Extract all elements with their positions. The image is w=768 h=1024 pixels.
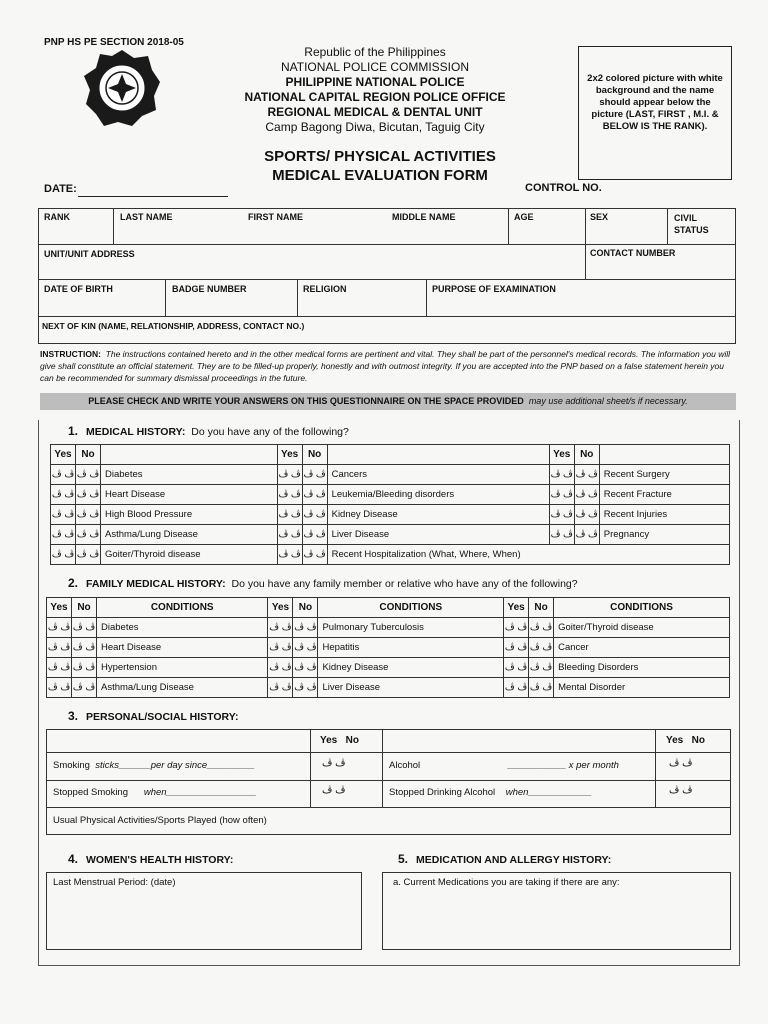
condition-label: Hepatitis <box>318 638 504 658</box>
no-column-header: No <box>574 445 599 465</box>
yes-column-header: Yes <box>277 445 302 465</box>
form-title-line-1: SPORTS/ PHYSICAL ACTIVITIES <box>264 148 496 165</box>
header-line-5: REGIONAL MEDICAL & DENTAL UNIT <box>267 105 483 119</box>
condition-label: Kidney Disease <box>327 505 549 525</box>
condition-label: Heart Disease <box>97 638 268 658</box>
checkbox[interactable]: ڤ ڤ <box>76 505 101 525</box>
checkbox[interactable]: ڤ ڤ <box>76 545 101 565</box>
civil-status-field[interactable]: CIVIL STATUS <box>674 213 709 235</box>
yes-column-header: Yes <box>549 445 574 465</box>
stopped-alcohol-check[interactable]: ڤ ڤ <box>669 785 693 796</box>
condition-column-header: CONDITIONS <box>97 598 268 618</box>
checkbox[interactable]: ڤ ڤ <box>293 618 318 638</box>
checkbox[interactable]: ڤ ڤ <box>529 678 554 698</box>
stopped-smoking-check[interactable]: ڤ ڤ <box>322 785 346 796</box>
condition-label: Diabetes <box>97 618 268 638</box>
condition-column-header <box>327 445 549 465</box>
current-medications-label: a. Current Medications you are taking if there are any: <box>393 877 620 888</box>
medication-title: 5. MEDICATION AND ALLERGY HISTORY: <box>398 852 612 866</box>
checkbox[interactable]: ڤ ڤ <box>277 465 302 485</box>
purpose-field[interactable]: PURPOSE OF EXAMINATION <box>432 284 556 294</box>
checkbox[interactable]: ڤ ڤ <box>47 658 72 678</box>
checkbox[interactable]: ڤ ڤ <box>574 485 599 505</box>
checkbox[interactable]: ڤ ڤ <box>277 505 302 525</box>
table-row <box>51 525 730 545</box>
checkbox[interactable]: ڤ ڤ <box>51 465 76 485</box>
checkbox[interactable]: ڤ ڤ <box>76 525 101 545</box>
checkbox[interactable]: ڤ ڤ <box>277 525 302 545</box>
checkbox[interactable]: ڤ ڤ <box>529 638 554 658</box>
checkbox[interactable]: ڤ ڤ <box>302 525 327 545</box>
condition-label: Asthma/Lung Disease <box>101 525 278 545</box>
condition-label: Mental Disorder <box>554 678 730 698</box>
alcohol-per-month: ___________ x per month <box>508 760 619 771</box>
personal-history-title: 3. PERSONAL/SOCIAL HISTORY: <box>68 709 239 723</box>
condition-label: Recent Injuries <box>599 505 729 525</box>
condition-column-header: CONDITIONS <box>554 598 730 618</box>
condition-label: Goiter/Thyroid disease <box>554 618 730 638</box>
condition-label: Hypertension <box>97 658 268 678</box>
checkbox[interactable]: ڤ ڤ <box>302 465 327 485</box>
agency-header <box>220 45 530 135</box>
condition-label: Leukemia/Bleeding disorders <box>327 485 549 505</box>
table-row <box>47 658 730 678</box>
header-line-4: NATIONAL CAPITAL REGION POLICE OFFICE <box>244 90 506 104</box>
condition-column-header <box>599 445 729 465</box>
smoking-check[interactable]: ڤ ڤ <box>322 758 346 769</box>
instruction-text: The instructions contained hereto and in the other medical forms are pertinent and vital. They shall be part of the personnel's medical records. The information you will give shall constitute an official statement. They are to be filled-up properly, honestly and with outmost integrity. If you are accepted into the PNP based on a false statement herein you can be recommended for summary dismissal proceedings in the future. <box>40 349 730 383</box>
next-of-kin-field[interactable] <box>42 321 304 331</box>
checkbox[interactable]: ڤ ڤ <box>268 678 293 698</box>
table-header-row <box>51 445 730 465</box>
checkbox[interactable]: ڤ ڤ <box>574 505 599 525</box>
medical-history-title: 1. MEDICAL HISTORY: Do you have any of the following? <box>68 424 349 438</box>
yes-no-header-2: Yes No <box>666 735 705 746</box>
control-number-label: CONTROL NO. <box>525 182 602 194</box>
table-header-row <box>47 598 730 618</box>
table-row <box>47 638 730 658</box>
last-menstrual-period-label: Last Menstrual Period: (date) <box>53 877 176 888</box>
table-row <box>51 505 730 525</box>
date-field[interactable] <box>78 196 228 197</box>
checkbox[interactable]: ڤ ڤ <box>51 525 76 545</box>
checkbox[interactable]: ڤ ڤ <box>293 638 318 658</box>
header-line-2: NATIONAL POLICE COMMISSION <box>280 60 470 74</box>
checkbox[interactable]: ڤ ڤ <box>504 618 529 638</box>
frame-left <box>38 420 39 966</box>
smoking-row: Smoking sticks______per day since_________ <box>53 760 255 771</box>
checkbox[interactable]: ڤ ڤ <box>51 485 76 505</box>
checkbox[interactable]: ڤ ڤ <box>529 618 554 638</box>
womens-health-title: 4. WOMEN'S HEALTH HISTORY: <box>68 852 234 866</box>
checkbox[interactable]: ڤ ڤ <box>302 505 327 525</box>
table-row <box>51 545 730 565</box>
age-field[interactable]: AGE <box>514 212 534 222</box>
checkbox[interactable]: ڤ ڤ <box>574 465 599 485</box>
table-row <box>51 485 730 505</box>
condition-label: Kidney Disease <box>318 658 504 678</box>
yes-column-header: Yes <box>268 598 293 618</box>
instruction <box>40 348 736 384</box>
checkbox[interactable]: ڤ ڤ <box>72 658 97 678</box>
rank-field[interactable]: RANK <box>44 212 70 222</box>
alcohol-label: Alcohol <box>389 760 421 771</box>
next-of-kin-detail: (NAME, RELATIONSHIP, ADDRESS, CONTACT NO.) <box>98 321 305 331</box>
condition-column-header: CONDITIONS <box>318 598 504 618</box>
family-history-title: 2. FAMILY MEDICAL HISTORY: Do you have any family member or relative who have any of the following? <box>68 576 578 590</box>
header-line-6: Camp Bagong Diwa, Bicutan, Taguig City <box>265 120 485 134</box>
date-of-birth-field[interactable]: DATE OF BIRTH <box>44 284 113 294</box>
checkbox[interactable]: ڤ ڤ <box>574 525 599 545</box>
no-column-header: No <box>302 445 327 465</box>
form-title <box>200 147 560 185</box>
condition-label: Recent Fracture <box>599 485 729 505</box>
table-row <box>47 618 730 638</box>
condition-label: Cancer <box>554 638 730 658</box>
condition-label: Cancers <box>327 465 549 485</box>
no-column-header: No <box>72 598 97 618</box>
next-of-kin-label: NEXT OF KIN <box>42 321 96 331</box>
section-code: PNP HS PE SECTION 2018-05 <box>44 37 184 48</box>
date-label: DATE: <box>44 183 77 195</box>
checkbox[interactable]: ڤ ڤ <box>277 545 302 565</box>
condition-label: Heart Disease <box>101 485 278 505</box>
condition-label: Pregnancy <box>599 525 729 545</box>
checkbox[interactable]: ڤ ڤ <box>47 618 72 638</box>
pnp-seal-logo <box>82 48 162 128</box>
unit-address-field[interactable]: UNIT/UNIT ADDRESS <box>44 249 135 259</box>
no-column-header: No <box>293 598 318 618</box>
table-row <box>47 678 730 698</box>
checkbox[interactable]: ڤ ڤ <box>302 485 327 505</box>
checkbox[interactable]: ڤ ڤ <box>549 505 574 525</box>
family-history-table <box>46 597 730 698</box>
no-column-header: No <box>76 445 101 465</box>
checkbox[interactable]: ڤ ڤ <box>293 658 318 678</box>
condition-label: Recent Hospitalization (What, Where, When) <box>327 545 729 565</box>
yes-no-header: Yes No <box>320 735 359 746</box>
banner-italic: may use additional sheet/s if necessary. <box>528 396 688 406</box>
checkbox[interactable]: ڤ ڤ <box>293 678 318 698</box>
frame-bottom <box>38 965 739 966</box>
frame-right <box>739 420 740 966</box>
photo-instruction: 2x2 colored picture with white background and the name should appear below the picture (LAST, FIRST , M.I. & BELOW IS THE RANK). <box>587 73 723 132</box>
checkbox[interactable]: ڤ ڤ <box>76 485 101 505</box>
stopped-smoking-row: Stopped Smoking when_________________ <box>53 787 257 798</box>
checkbox[interactable]: ڤ ڤ <box>47 678 72 698</box>
checkbox[interactable]: ڤ ڤ <box>504 638 529 658</box>
condition-label: Pulmonary Tuberculosis <box>318 618 504 638</box>
sex-field[interactable]: SEX <box>590 212 609 222</box>
middle-name-field[interactable]: MIDDLE NAME <box>392 212 456 222</box>
checkbox[interactable]: ڤ ڤ <box>51 545 76 565</box>
condition-label: Liver Disease <box>318 678 504 698</box>
checkbox[interactable]: ڤ ڤ <box>504 678 529 698</box>
yes-column-header: Yes <box>51 445 76 465</box>
form-title-line-2: MEDICAL EVALUATION FORM <box>272 167 488 184</box>
alcohol-check[interactable]: ڤ ڤ <box>669 758 693 769</box>
checkbox[interactable]: ڤ ڤ <box>51 505 76 525</box>
checkbox[interactable]: ڤ ڤ <box>268 618 293 638</box>
condition-column-header <box>101 445 278 465</box>
checkbox[interactable]: ڤ ڤ <box>268 638 293 658</box>
first-name-field[interactable]: FIRST NAME <box>248 212 303 222</box>
checkbox[interactable]: ڤ ڤ <box>268 658 293 678</box>
checkbox[interactable]: ڤ ڤ <box>504 658 529 678</box>
checkbox[interactable]: ڤ ڤ <box>47 638 72 658</box>
physical-activities-field[interactable]: Usual Physical Activities/Sports Played (how often) <box>53 815 267 826</box>
condition-label: Recent Surgery <box>599 465 729 485</box>
table-row <box>51 465 730 485</box>
condition-label: Asthma/Lung Disease <box>97 678 268 698</box>
header-line-1: Republic of the Philippines <box>304 45 446 59</box>
instruction-label: INSTRUCTION: <box>40 349 101 359</box>
checkbox[interactable]: ڤ ڤ <box>72 678 97 698</box>
condition-label: Goiter/Thyroid disease <box>101 545 278 565</box>
yes-column-header: Yes <box>47 598 72 618</box>
checkbox[interactable]: ڤ ڤ <box>277 485 302 505</box>
answer-banner <box>40 393 736 410</box>
badge-number-field[interactable]: BADGE NUMBER <box>172 284 247 294</box>
checkbox[interactable]: ڤ ڤ <box>72 618 97 638</box>
checkbox[interactable]: ڤ ڤ <box>72 638 97 658</box>
stopped-alcohol-row: Stopped Drinking Alcohol when____________ <box>389 787 592 798</box>
last-name-field[interactable]: LAST NAME <box>120 212 173 222</box>
checkbox[interactable]: ڤ ڤ <box>302 545 327 565</box>
header-line-3: PHILIPPINE NATIONAL POLICE <box>285 75 465 89</box>
condition-label: Diabetes <box>101 465 278 485</box>
contact-number-field[interactable]: CONTACT NUMBER <box>590 248 676 258</box>
checkbox[interactable]: ڤ ڤ <box>76 465 101 485</box>
condition-label: Bleeding Disorders <box>554 658 730 678</box>
checkbox[interactable]: ڤ ڤ <box>549 525 574 545</box>
yes-column-header: Yes <box>504 598 529 618</box>
checkbox[interactable]: ڤ ڤ <box>529 658 554 678</box>
condition-label: High Blood Pressure <box>101 505 278 525</box>
condition-label: Liver Disease <box>327 525 549 545</box>
checkbox[interactable]: ڤ ڤ <box>549 485 574 505</box>
checkbox[interactable]: ڤ ڤ <box>549 465 574 485</box>
banner-bold: PLEASE CHECK AND WRITE YOUR ANSWERS ON THIS QUESTIONNAIRE ON THE SPACE PROVIDED <box>88 396 524 406</box>
medical-history-table <box>50 444 730 565</box>
religion-field[interactable]: RELIGION <box>303 284 347 294</box>
no-column-header: No <box>529 598 554 618</box>
